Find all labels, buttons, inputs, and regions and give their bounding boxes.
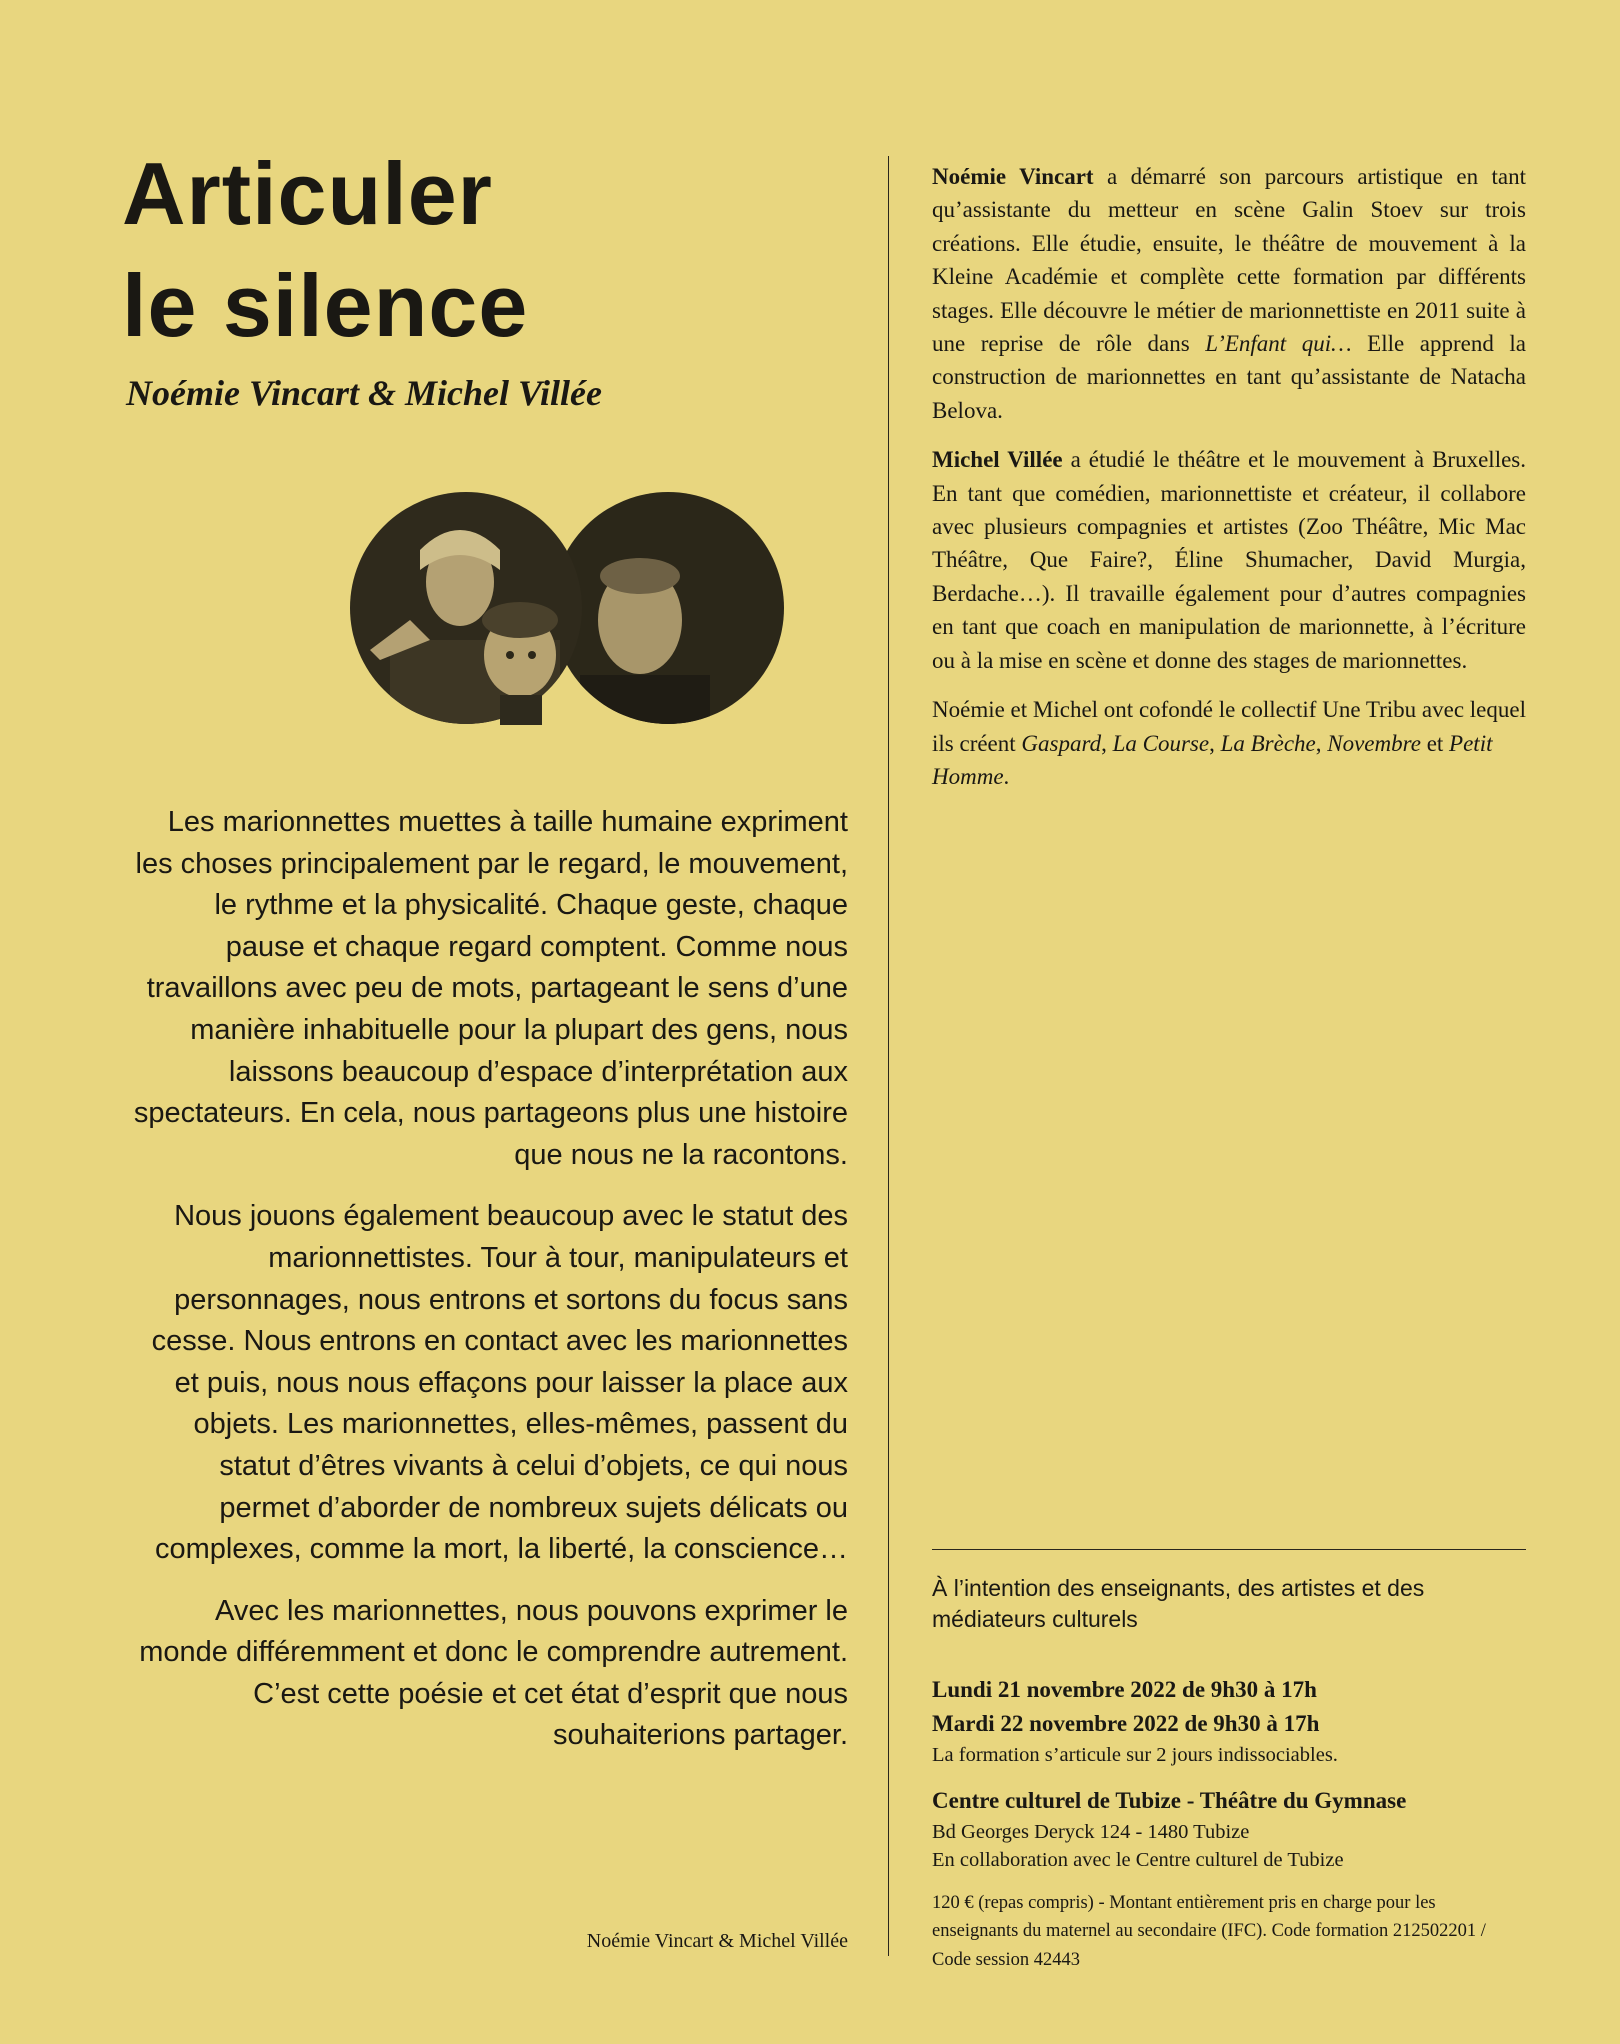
page-title — [122, 138, 822, 362]
bio-name: Noémie Vincart — [932, 164, 1094, 189]
show-title: Novembre — [1327, 730, 1421, 756]
show-title: Gaspard — [1021, 730, 1102, 756]
event-info — [932, 1573, 1526, 1974]
bio-noemie: Noémie Vincart a démarré son parcours artistique en tant qu’assistante du metteur en scène Galin Stoev sur trois créations. Elle étudie, ensuite, le théâtre de mouvement à la Kleine Académie et complète cette formation par différents stages. Elle découvre le métier de marionnettiste en 2011 suite à une reprise de rôle dans L’Enfant qui… Elle apprend la construction de marionnettes en tant qu’assistante de Natacha Belova. — [932, 164, 1526, 423]
column-divider — [888, 156, 889, 1956]
intro-paragraph: Les marionnettes muettes à taille humaine expriment les choses principalement par le regard, le mouvement, le rythme et la physicalité. Chaque geste, chaque pause et chaque regard comptent. Comme nous travaillons avec peu de mots, partageant le sens d’une manière inhabituelle pour la plupart des gens, nous laissons beaucoup d’espace d’interprétation aux spectateurs. En cela, nous partageons plus une histoire que nous ne la racontons. — [133, 806, 848, 1171]
authors: Noémie Vincart & Michel Villée — [126, 373, 602, 413]
date-line: Lundi 21 novembre 2022 de 9h30 à 17h — [932, 1677, 1317, 1702]
collaboration: En collaboration avec le Centre culturel de Tubize — [932, 1849, 1344, 1871]
intro-paragraph: Avec les marionnettes, nous pouvons exprimer le monde différemment et donc le comprendre autrement. C’est cette poésie et cet état d’esprit que nous souhaiterions partager. — [139, 1594, 848, 1752]
bio-michel: Michel Villée a étudié le théâtre et le mouvement à Bruxelles. En tant que comédien, marionnettiste et créateur, il collabore avec plusieurs compagnies et artistes (Zoo Théâtre, Mic Mac Théâtre, Que Faire?, Éline Shumacher, David Murgia, Berdache…). Il travaille également pour d’autres compagnies en tant que coach en manipulation de marionnette, à l’écriture ou à la mise en scène et donne des stages de marionnettes. — [932, 447, 1526, 673]
date-line: Mardi 22 novembre 2022 de 9h30 à 17h — [932, 1711, 1320, 1736]
format-note: La formation s’articule sur 2 jours indissociables. — [932, 1744, 1338, 1766]
show-title: La Course — [1112, 730, 1210, 756]
artists-photo — [350, 490, 785, 726]
bio-name: Michel Villée — [932, 447, 1063, 473]
signature: Noémie Vincart & Michel Villée — [586, 1930, 848, 1952]
title-line-2: le silence — [122, 256, 529, 355]
price: 120 € (repas compris) - Montant entièrement pris en charge pour les enseignants du maternel au secondaire (IFC). Code formation 212502201 / Code session 42443 — [932, 1892, 1486, 1970]
show-title: L’Enfant qui… — [1205, 331, 1352, 357]
biography — [932, 160, 1526, 809]
show-title: La Brèche — [1220, 730, 1316, 756]
show-title: Petit Homme — [932, 730, 1493, 789]
bio-collective: Noémie et Michel ont cofondé le collectif Une Tribu avec lequel ils créent Gaspard, La Course, La Brèche, Novembre et Petit Homme. — [932, 697, 1526, 789]
venue: Centre culturel de Tubize - Théâtre du Gymnase — [932, 1787, 1407, 1813]
intro-paragraph: Nous jouons également beaucoup avec le statut des marionnettistes. Tour à tour, manipulateurs et personnages, nous entrons et sortons du focus sans cesse. Nous entrons en contact avec les marionnettes et puis, nous nous effaçons pour laisser la place aux objets. Les marionnettes, elles-mêmes, passent du statut d’êtres vivants à celui d’objets, ce qui nous permet d’aborder de nombreux sujets délicats ou complexes, comme la mort, la liberté, la conscience… — [151, 1200, 848, 1566]
title-line-1: Articuler — [122, 144, 493, 243]
info-divider — [932, 1549, 1526, 1550]
intro-text — [128, 802, 848, 1777]
address: Bd Georges Deryck 124 - 1480 Tubize — [932, 1820, 1250, 1843]
audience: À l’intention des enseignants, des artistes et des médiateurs culturels — [932, 1575, 1425, 1632]
